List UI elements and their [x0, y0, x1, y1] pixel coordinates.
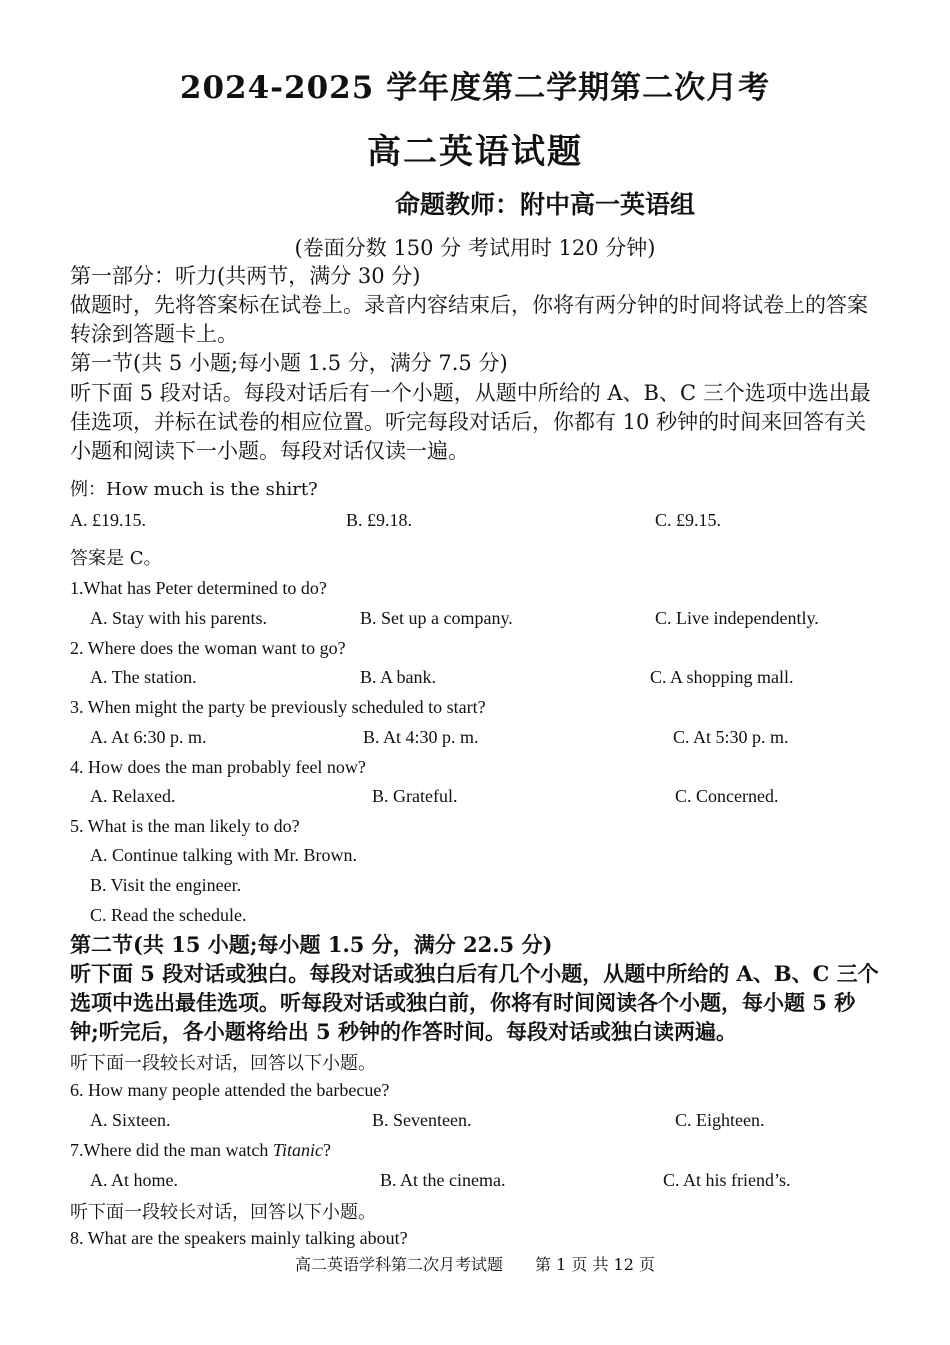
exam-meta: (卷面分数 150 分 考试用时 120 分钟) [294, 236, 656, 260]
question-6: 6. How many people attended the barbecue? [70, 1080, 390, 1100]
question-8: 8. What are the speakers mainly talking about? [70, 1228, 408, 1248]
q5-option-a: A. Continue talking with Mr. Brown. [90, 845, 357, 865]
q1-option-a: A. Stay with his parents. [90, 608, 267, 628]
q4-option-c: C. Concerned. [675, 786, 779, 806]
q7-film-title: Titanic [272, 1140, 323, 1160]
section2-instruction: 听下面 5 段对话或独白。每段对话或独白后有几个小题，从题中所给的 A、B、C 三个选项中选出最佳选项。听每段对话或独白前，你将有时间阅读各个小题，每小题 5 秒钟;听完后，各小题将给出 5 秒钟的作答时间。每段对话或独白读两遍。 [70, 961, 879, 1044]
q2-option-c: C. A shopping mall. [650, 667, 794, 687]
q7-text-prefix: 7.Where did the man watch [70, 1140, 273, 1160]
q6-option-b: B. Seventeen. [372, 1110, 472, 1130]
section2-heading: 第二节(共 15 小题;每小题 1.5 分，满分 22.5 分) [70, 932, 553, 957]
q4-option-b: B. Grateful. [372, 786, 458, 806]
part1-heading: 第一部分：听力(共两节，满分 30 分) [70, 264, 421, 288]
q1-option-c: C. Live independently. [655, 608, 819, 628]
question-1: 1.What has Peter determined to do? [70, 578, 327, 598]
q7-option-b: B. At the cinema. [380, 1170, 506, 1190]
q3-option-a: A. At 6:30 p. m. [90, 727, 207, 747]
q5-option-c: C. Read the schedule. [90, 905, 247, 925]
question-4: 4. How does the man probably feel now? [70, 757, 366, 777]
q2-option-a: A. The station. [90, 667, 197, 687]
question-5: 5. What is the man likely to do? [70, 816, 300, 836]
example-option-a: A. £19.15. [70, 510, 146, 530]
q6-option-c: C. Eighteen. [675, 1110, 765, 1130]
exam-title: 2024-2025 学年度第二学期第二次月考 [179, 70, 771, 106]
q3-option-b: B. At 4:30 p. m. [363, 727, 479, 747]
question-2: 2. Where does the woman want to go? [70, 638, 346, 658]
example-option-c: C. £9.15. [655, 510, 722, 530]
q7-text-suffix: ? [322, 1140, 331, 1160]
example-question: 例：How much is the shirt? [70, 479, 318, 500]
q3-option-c: C. At 5:30 p. m. [673, 727, 789, 747]
part1-instruction: 做题时，先将答案标在试卷上。录音内容结束后，你将有两分钟的时间将试卷上的答案转涂到答题卡上。 [70, 293, 868, 346]
exam-author: 命题教师：附中高一英语组 [395, 190, 696, 219]
q7-option-a: A. At home. [90, 1170, 178, 1190]
question-3: 3. When might the party be previously scheduled to start? [70, 697, 486, 717]
q6-option-a: A. Sixteen. [90, 1110, 171, 1130]
q5-option-b: B. Visit the engineer. [90, 875, 242, 895]
section2-note-2: 听下面一段较长对话，回答以下小题。 [70, 1202, 376, 1223]
q4-option-a: A. Relaxed. [90, 786, 176, 806]
question-7 [70, 1140, 331, 1161]
q1-option-b: B. Set up a company. [360, 608, 513, 628]
example-answer: 答案是 C。 [70, 548, 162, 569]
exam-subject-title: 高二英语试题 [367, 132, 583, 172]
q7-option-c: C. At his friend’s. [663, 1170, 791, 1190]
section1-instruction: 听下面 5 段对话。每段对话后有一个小题，从题中所给的 A、B、C 三个选项中选出最佳选项，并标在试卷的相应位置。听完每段对话后，你都有 10 秒钟的时间来回答有关小题和阅读下一小题。每段对话仅读一遍。 [70, 381, 871, 463]
q2-option-b: B. A bank. [360, 667, 437, 687]
page-footer: 高二英语学科第二次月考试题 第 1 页 共 12 页 [295, 1255, 655, 1274]
section1-heading: 第一节(共 5 小题;每小题 1.5 分，满分 7.5 分) [70, 351, 508, 375]
section2-note-1: 听下面一段较长对话，回答以下小题。 [70, 1053, 376, 1074]
example-option-b: B. £9.18. [346, 510, 413, 530]
